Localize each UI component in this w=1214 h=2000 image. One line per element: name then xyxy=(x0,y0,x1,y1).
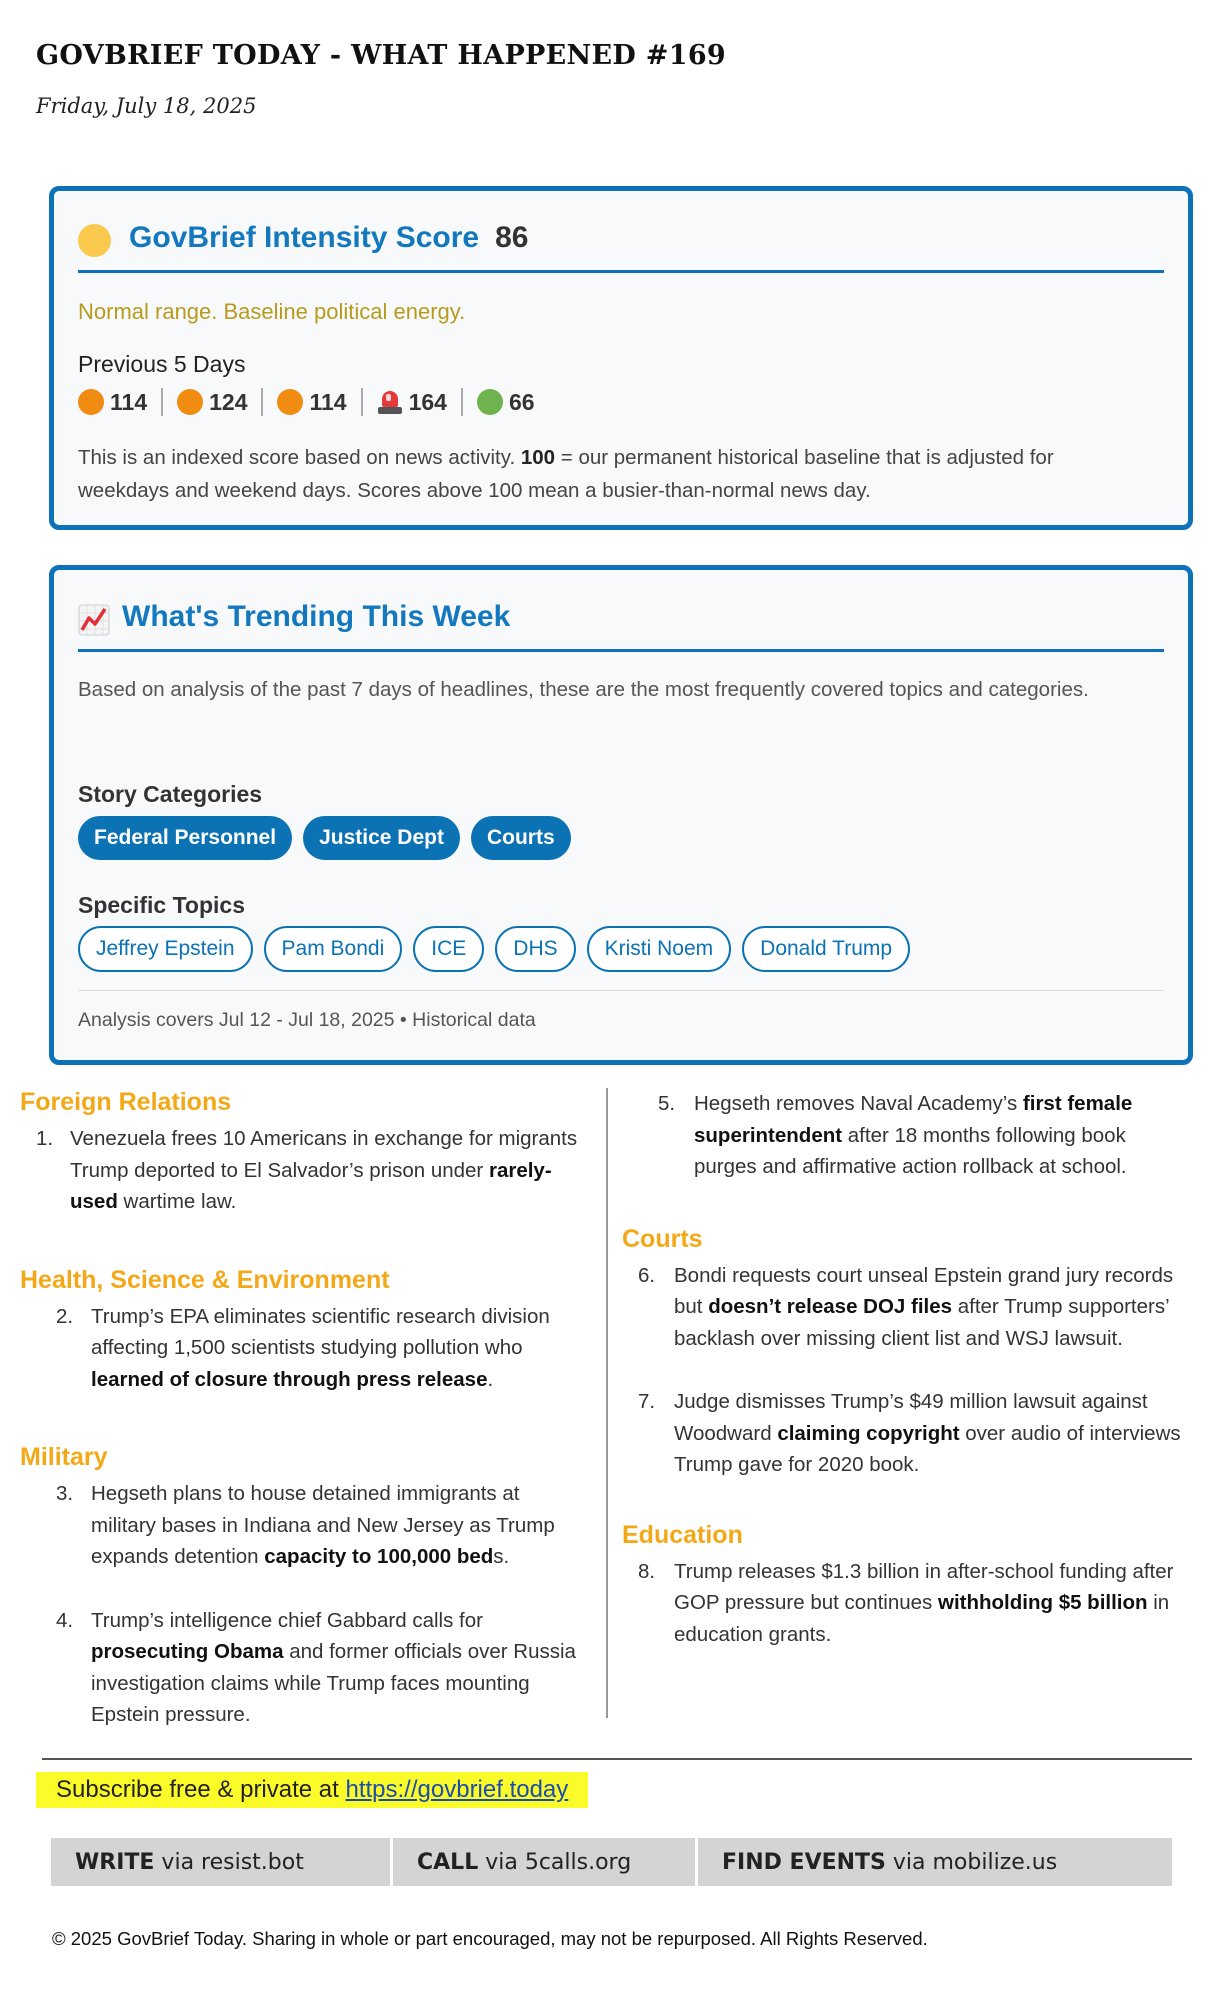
news-left-column xyxy=(20,1088,590,1731)
categories-label: Story Categories xyxy=(78,781,263,807)
previous-day-value: 114 xyxy=(309,388,347,415)
score-description: This is an indexed score based on news activity. 100 = our permanent historical baseline that is adjusted for weekdays and weekend days. Scores above 100 mean a busier-than-normal news day. xyxy=(78,446,1054,502)
siren-icon xyxy=(377,389,403,415)
news-item: 2. Trump’s EPA eliminates scientific research division affecting 1,500 scientists studying pollution who learned of closure through press release. xyxy=(56,1304,550,1391)
call-action[interactable]: CALL via 5calls.org xyxy=(393,1838,698,1888)
trending-card xyxy=(49,565,1193,1065)
action-bar xyxy=(51,1838,1172,1888)
category-pill[interactable]: Courts xyxy=(471,816,571,860)
intensity-title: GovBrief Intensity Score xyxy=(129,221,480,254)
orange-circle-icon xyxy=(177,389,203,415)
news-right-column xyxy=(622,1088,1194,1650)
section-title-military: Military xyxy=(20,1443,108,1471)
subscribe-banner: Subscribe free & private at https://govbrief.today xyxy=(36,1772,588,1808)
section-title-health: Health, Science & Environment xyxy=(20,1265,390,1294)
previous-day-item xyxy=(377,389,447,416)
topic-pills xyxy=(78,926,910,972)
news-item: 3. Hegseth plans to house detained immigrants at military bases in Indiana and New Jersey as Trump expands detention capacity to 100,000 beds. xyxy=(56,1482,555,1568)
category-pills xyxy=(78,816,571,860)
analysis-coverage-note: Analysis covers Jul 12 - Jul 18, 2025 • Historical data xyxy=(78,990,1164,1032)
intensity-score-value: 86 xyxy=(495,221,529,254)
previous-day-item xyxy=(177,389,247,416)
news-item: 7. Judge dismisses Trump’s $49 million lawsuit against Woodward claiming copyright over audio of interviews Trump gave for 2020 book. xyxy=(638,1390,1181,1476)
previous-day-item xyxy=(277,389,346,416)
divider xyxy=(261,388,263,416)
column-divider xyxy=(606,1088,608,1718)
newsletter-date: Friday, July 18, 2025 xyxy=(36,94,257,118)
green-circle-icon xyxy=(477,389,503,415)
topics-label: Specific Topics xyxy=(78,892,246,918)
news-item: 5. Hegseth removes Naval Academy’s first female superintendent after 18 months following book purges and affirmative action rollback at school. xyxy=(658,1092,1133,1178)
section-divider xyxy=(42,1758,1192,1760)
orange-circle-icon xyxy=(78,389,104,415)
news-item: 8. Trump releases $1.3 billion in after-school funding after GOP pressure but continues withholding $5 billion in education grants. xyxy=(638,1559,1174,1646)
intensity-header xyxy=(78,221,1164,273)
previous-day-value: 114 xyxy=(110,388,148,415)
topic-pill[interactable]: Pam Bondi xyxy=(264,926,403,972)
topic-pill[interactable]: ICE xyxy=(413,926,484,972)
trending-title: What's Trending This Week xyxy=(122,600,511,633)
previous-days-row xyxy=(78,388,535,416)
newsletter-title: GOVBRIEF TODAY - WHAT HAPPENED #169 xyxy=(36,40,726,71)
topic-pill[interactable]: DHS xyxy=(495,926,575,972)
subscribe-link[interactable]: https://govbrief.today xyxy=(345,1776,569,1803)
yellow-circle-icon xyxy=(78,224,111,257)
copyright-footer: © 2025 GovBrief Today. Sharing in whole or part encouraged, may not be repurposed. All Rights Reserved. xyxy=(52,1928,928,1949)
previous-day-item xyxy=(78,389,147,416)
intensity-score-card xyxy=(49,186,1193,530)
divider xyxy=(161,388,163,416)
trending-chart-icon xyxy=(78,604,110,636)
previous-day-value: 164 xyxy=(408,388,447,415)
orange-circle-icon xyxy=(277,389,303,415)
category-pill[interactable]: Justice Dept xyxy=(303,816,460,860)
section-title-courts: Courts xyxy=(622,1224,703,1253)
section-title-foreign-relations: Foreign Relations xyxy=(20,1088,232,1116)
section-title-education: Education xyxy=(622,1520,743,1549)
previous-days-label: Previous 5 Days xyxy=(78,351,246,377)
news-item: 1. Venezuela frees 10 Americans in exchange for migrants Trump deported to El Salvador’s prison under rarely-used wartime law. xyxy=(36,1127,578,1213)
previous-day-value: 124 xyxy=(209,388,248,415)
divider xyxy=(361,388,363,416)
previous-day-value: 66 xyxy=(508,388,535,415)
trending-header xyxy=(78,600,1164,652)
find-events-action[interactable]: FIND EVENTS via mobilize.us xyxy=(722,1850,1058,1875)
topic-pill[interactable]: Jeffrey Epstein xyxy=(78,926,253,972)
write-action[interactable]: WRITE via resist.bot xyxy=(51,1838,393,1888)
topic-pill[interactable]: Donald Trump xyxy=(742,926,910,972)
news-item: 6. Bondi requests court unseal Epstein grand jury records but doesn’t release DOJ files after Trump supporters’ backlash over missing client list and WSJ lawsuit. xyxy=(638,1263,1174,1350)
previous-day-item xyxy=(477,389,535,416)
category-pill[interactable]: Federal Personnel xyxy=(78,816,292,860)
news-item: 4. Trump’s intelligence chief Gabbard calls for prosecuting Obama and former officials over Russia investigation claims while Trump faces mounting Epstein pressure. xyxy=(56,1608,576,1726)
range-text: Normal range. Baseline political energy. xyxy=(78,299,466,324)
topic-pill[interactable]: Kristi Noem xyxy=(587,926,732,972)
trending-description: Based on analysis of the past 7 days of headlines, these are the most frequently covered topics and categories. xyxy=(78,678,1089,701)
divider xyxy=(461,388,463,416)
